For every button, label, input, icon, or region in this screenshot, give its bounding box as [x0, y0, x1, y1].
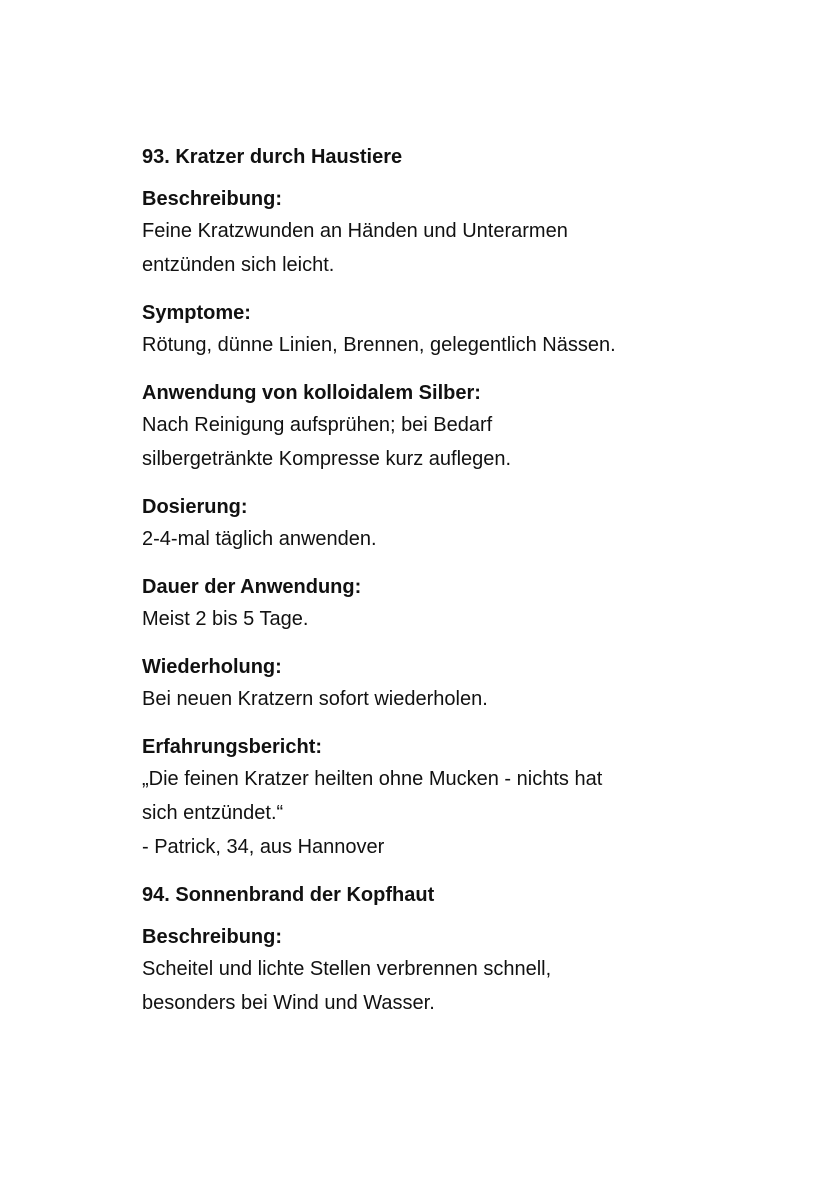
section-dosage [142, 492, 742, 556]
section-symptoms [142, 298, 742, 362]
section-label: Dauer der Anwendung: [142, 576, 362, 598]
text-line: Nach Reinigung aufsprühen; bei Bedarf [142, 414, 493, 436]
section-text [142, 408, 742, 476]
document-page [142, 142, 742, 1036]
section-label: Erfahrungsbericht: [142, 736, 323, 758]
text-line: Feine Kratzwunden an Händen und Unterarmen [142, 220, 568, 242]
text-line: sich entzündet.“ [142, 802, 284, 824]
section-text [142, 214, 742, 282]
section-label: Beschreibung: [142, 188, 283, 210]
section-repetition [142, 652, 742, 716]
section-text [142, 522, 742, 556]
entry-94 [142, 880, 742, 1020]
section-label: Beschreibung: [142, 926, 283, 948]
section-text [142, 602, 742, 636]
section-application [142, 378, 742, 476]
section-description [142, 922, 742, 1020]
section-description [142, 184, 742, 282]
text-line: Meist 2 bis 5 Tage. [142, 608, 309, 630]
text-line: Rötung, dünne Linien, Brennen, gelegentlich Nässen. [142, 334, 616, 356]
text-line: Bei neuen Kratzern sofort wiederholen. [142, 688, 488, 710]
section-text [142, 682, 742, 716]
section-label: Dosierung: [142, 496, 248, 518]
text-line: „Die feinen Kratzer heilten ohne Mucken - nichts hat [142, 768, 603, 790]
section-testimonial [142, 732, 742, 864]
section-text [142, 328, 742, 362]
text-line: entzünden sich leicht. [142, 254, 335, 276]
section-label: Symptome: [142, 302, 251, 324]
section-text [142, 952, 742, 1020]
text-line: - Patrick, 34, aus Hannover [142, 836, 385, 858]
entry-title: 93. Kratzer durch Haustiere [142, 146, 403, 168]
text-line: silbergetränkte Kompresse kurz auflegen. [142, 448, 512, 470]
section-duration [142, 572, 742, 636]
section-label: Anwendung von kolloidalem Silber: [142, 382, 481, 404]
text-line: 2-4-mal täglich anwenden. [142, 528, 377, 550]
text-line: Scheitel und lichte Stellen verbrennen schnell, [142, 958, 552, 980]
section-text [142, 762, 742, 864]
entry-title: 94. Sonnenbrand der Kopfhaut [142, 884, 435, 906]
entry-93 [142, 142, 742, 864]
text-line: besonders bei Wind und Wasser. [142, 992, 435, 1014]
section-label: Wiederholung: [142, 656, 282, 678]
